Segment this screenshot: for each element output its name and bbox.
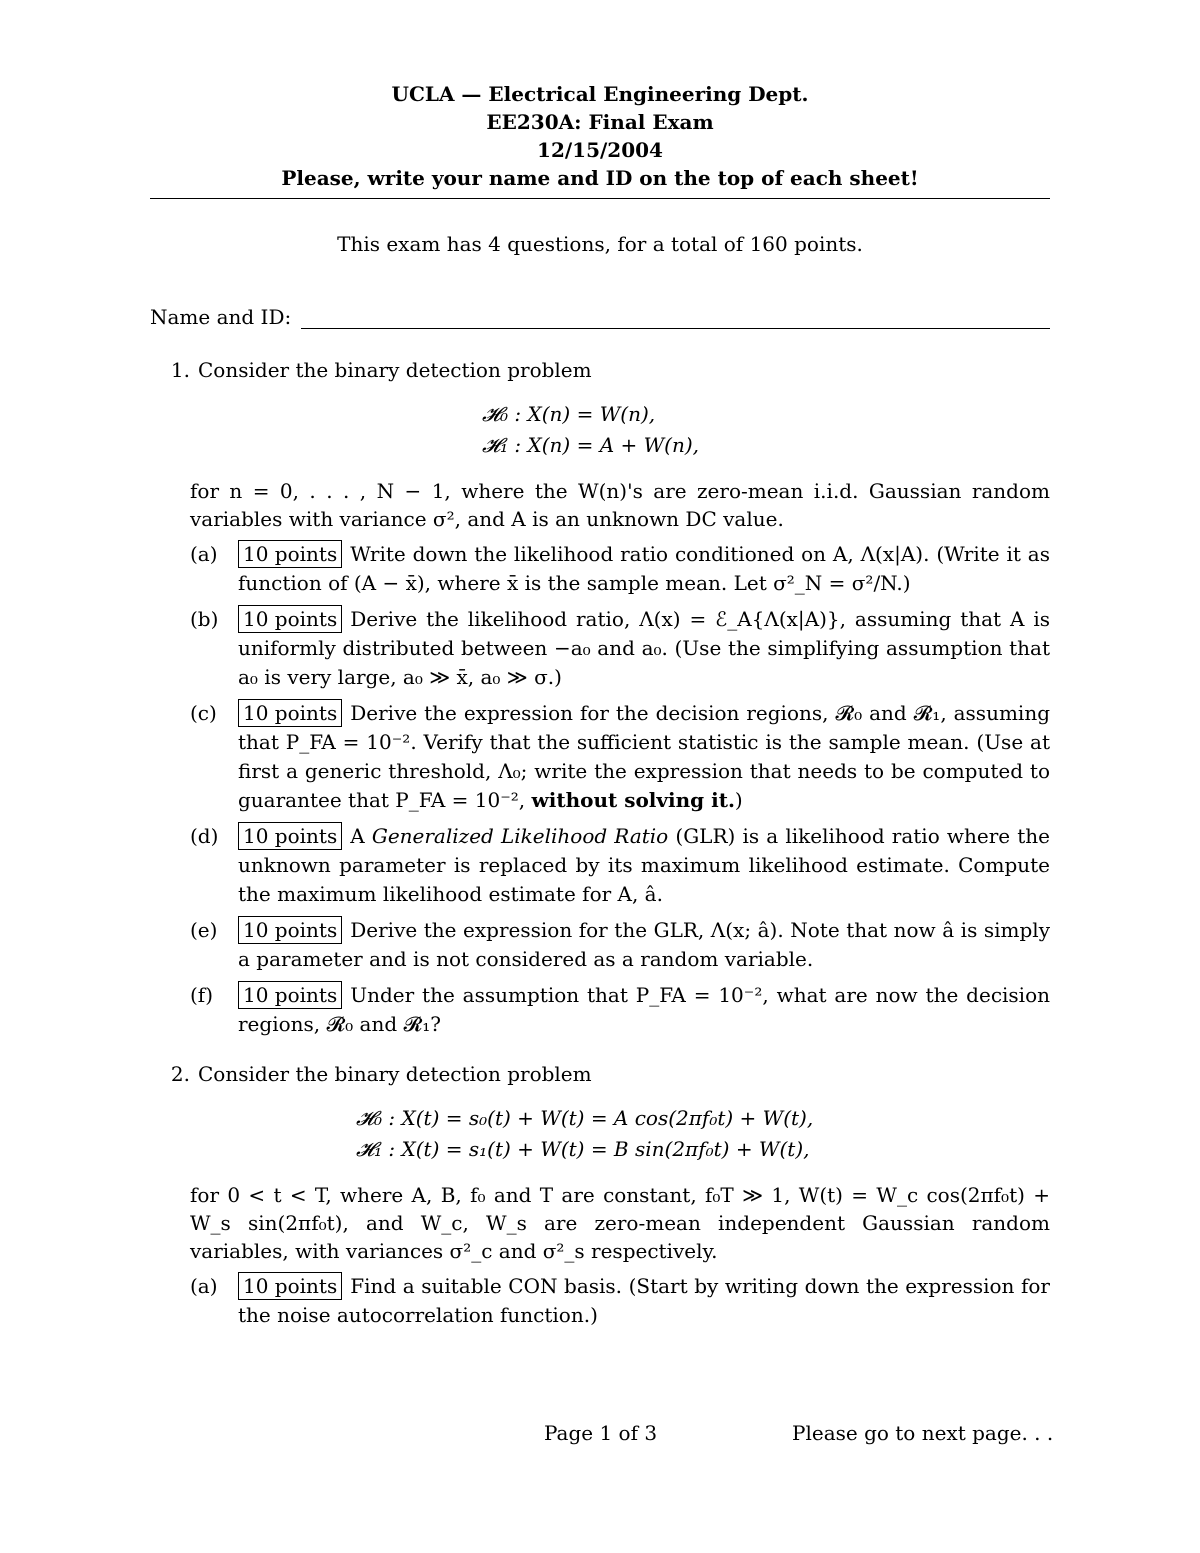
question-2 bbox=[150, 1059, 1050, 1330]
part-e bbox=[190, 916, 1050, 974]
next-page-note: Please go to next page. . . bbox=[792, 1421, 1054, 1445]
header-rule bbox=[150, 198, 1050, 199]
question-prompt: Consider the binary detection problem bbox=[198, 358, 592, 382]
name-id-row bbox=[150, 299, 1050, 329]
part-f bbox=[190, 981, 1050, 1039]
header-dept: UCLA — Electrical Engineering Dept. bbox=[391, 82, 809, 106]
question-parts bbox=[190, 1272, 1050, 1330]
part-text-pre: A bbox=[350, 824, 365, 848]
points-box: 10 points bbox=[238, 699, 342, 727]
question-number: 1. bbox=[170, 358, 190, 382]
part-text: Derive the expression for the decision regions, 𝓡₀ and 𝓡₁, assuming that P_FA = 10⁻². Verify that the sufficient statistic is the sample mean. (Use at first a generic threshold, Λ₀; write the expression that needs to be computed to guarantee that P_FA = 10⁻², bbox=[238, 701, 1050, 812]
exam-page bbox=[150, 80, 1050, 1330]
part-label: (c) bbox=[190, 701, 217, 725]
page-footer bbox=[0, 1418, 1200, 1448]
part-text: Under the assumption that P_FA = 10⁻², what are now the decision regions, 𝓡₀ and 𝓡₁? bbox=[238, 983, 1050, 1036]
hypothesis-equations bbox=[150, 399, 1050, 461]
equation-h0: 𝓗₀ : X(t) = s₀(t) + W(t) = A cos(2πf₀t) + W(t), bbox=[356, 1106, 814, 1130]
exam-intro: This exam has 4 questions, for a total of 160 points. bbox=[337, 232, 863, 256]
question-prompt: Consider the binary detection problem bbox=[198, 1062, 592, 1086]
name-id-blank[interactable] bbox=[301, 306, 1050, 329]
part-d bbox=[190, 822, 1050, 909]
part-label: (f) bbox=[190, 983, 214, 1007]
part-label: (a) bbox=[190, 1274, 218, 1298]
header-instruction: Please, write your name and ID on the top of each sheet! bbox=[281, 166, 919, 190]
page-number: Page 1 of 3 bbox=[544, 1421, 658, 1445]
part-italic-term: Generalized Likelihood Ratio bbox=[371, 824, 669, 848]
question-1 bbox=[150, 355, 1050, 1039]
points-box: 10 points bbox=[238, 981, 342, 1009]
question-body: for n = 0, . . . , N − 1, where the W(n)'s are zero-mean i.i.d. Gaussian random variables with variance σ², and A is an unknown DC value. bbox=[190, 479, 1050, 531]
part-a bbox=[190, 1272, 1050, 1330]
part-label: (b) bbox=[190, 607, 219, 631]
part-label: (e) bbox=[190, 918, 218, 942]
header-course: EE230A: Final Exam bbox=[486, 110, 714, 134]
exam-header bbox=[150, 80, 1050, 192]
points-box: 10 points bbox=[238, 540, 342, 568]
part-emphasis: without solving it. bbox=[531, 788, 735, 812]
question-parts bbox=[190, 540, 1050, 1039]
part-text: Write down the likelihood ratio conditioned on A, Λ(x|A). (Write it as function of (A − x̄), where x̄ is the sample mean. Let σ²_N = σ²/N.) bbox=[238, 542, 1050, 595]
part-text: Derive the likelihood ratio, Λ(x) = ℰ_A{Λ(x|A)}, assuming that A is uniformly distributed between −a₀ and a₀. (Use the simplifying assumption that a₀ is very large, a₀ ≫ x̄, a₀ ≫ σ.) bbox=[238, 607, 1050, 689]
points-box: 10 points bbox=[238, 1272, 342, 1300]
part-c bbox=[190, 699, 1050, 815]
header-date: 12/15/2004 bbox=[537, 138, 663, 162]
part-label: (d) bbox=[190, 824, 219, 848]
part-text: Find a suitable CON basis. (Start by writing down the expression for the noise autocorrelation function.) bbox=[238, 1274, 1050, 1327]
part-label: (a) bbox=[190, 542, 218, 566]
part-tail: ) bbox=[734, 788, 743, 812]
equation-h1: 𝓗₁ : X(n) = A + W(n), bbox=[482, 433, 700, 457]
equation-h0: 𝓗₀ : X(n) = W(n), bbox=[482, 402, 656, 426]
part-text: (GLR) is a likelihood ratio where the unknown parameter is replaced by its maximum likelihood estimate. Compute the maximum likelihood estimate for A, â. bbox=[238, 824, 1051, 906]
equation-h1: 𝓗₁ : X(t) = s₁(t) + W(t) = B sin(2πf₀t) + W(t), bbox=[356, 1137, 810, 1161]
points-box: 10 points bbox=[238, 605, 342, 633]
question-number: 2. bbox=[170, 1062, 190, 1086]
question-body: for 0 < t < T, where A, B, f₀ and T are constant, f₀T ≫ 1, W(t) = W_c cos(2πf₀t) + W_s sin(2πf₀t), and W_c, W_s are zero-mean independent Gaussian random variables, with variances σ²_c and σ²_s respectively. bbox=[190, 1183, 1050, 1263]
name-id-label: Name and ID: bbox=[150, 305, 292, 329]
part-a bbox=[190, 540, 1050, 598]
hypothesis-equations bbox=[150, 1103, 1050, 1165]
part-b bbox=[190, 605, 1050, 692]
points-box: 10 points bbox=[238, 916, 342, 944]
points-box: 10 points bbox=[238, 822, 342, 850]
part-text: Derive the expression for the GLR, Λ(x; â). Note that now â is simply a parameter and is not considered as a random variable. bbox=[238, 918, 1050, 971]
